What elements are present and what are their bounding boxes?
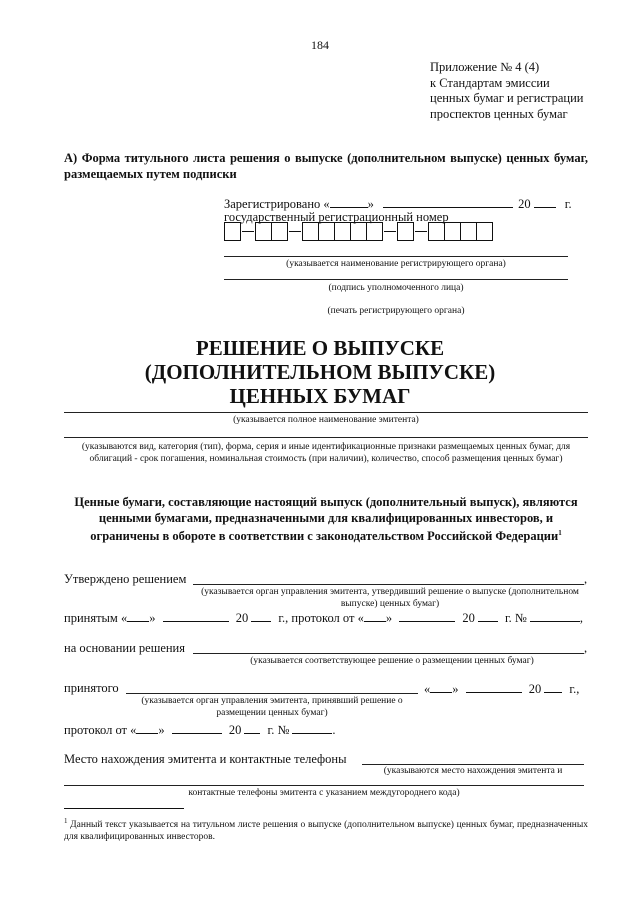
qualified-investors-paragraph (64, 495, 588, 545)
basis-caption: (указывается соответствующее решение о размещении ценных бумаг) (250, 656, 534, 666)
protocol-no-blank (530, 610, 580, 622)
reg-box (444, 222, 461, 241)
footnote (64, 815, 588, 843)
basis-comma: , (584, 641, 588, 655)
location-caption-2: контактные телефоны эмитента с указанием междугороднего кода) (188, 788, 460, 798)
adopted2-line (126, 693, 418, 694)
approved-caption: (указывается орган управления эмитента, утвердивший решение о выпуске (дополнительном выпуске) ценных бумаг) (201, 587, 579, 609)
reg-box (476, 222, 493, 241)
adopted-label: принятым « (64, 611, 128, 625)
protocol2-no-blank (292, 722, 332, 734)
approved-comma: , (584, 572, 588, 586)
basis-line (193, 653, 584, 654)
protocol2-year-prefix: 20 (228, 723, 242, 737)
adopted-month-blank (163, 610, 229, 622)
protocol-year-prefix: 20 (462, 611, 475, 625)
adopted-protocol: г., протокол от « (278, 611, 364, 625)
protocol-year-blank (478, 610, 498, 622)
adopted2-date (424, 681, 579, 697)
protocol-day-blank (364, 610, 386, 622)
reg-month-blank (383, 196, 513, 208)
protocol2-no-label: г. № (267, 723, 290, 737)
reg-box (350, 222, 367, 241)
adopted2-label: принятого (64, 681, 119, 695)
securities-line (64, 437, 588, 438)
approved-label: Утверждено решением (64, 572, 187, 586)
title-line-3: ЦЕННЫХ БУМАГ (229, 384, 411, 408)
adopted-comma: , (579, 611, 583, 625)
adopted2-quote-close: » (452, 682, 459, 696)
appendix-line-2: к Стандартам эмиссии (430, 75, 550, 90)
signature-caption: (подпись уполномоченного лица) (328, 283, 464, 293)
adopted-line (64, 610, 583, 626)
reg-box (428, 222, 445, 241)
adopted2-day-blank (430, 681, 452, 693)
protocol-quote-close: » (385, 611, 393, 625)
protocol-month-blank (399, 610, 455, 622)
reg-body-caption: (указывается наименование регистрирующего органа) (286, 259, 506, 269)
protocol2-year-blank (244, 722, 260, 734)
protocol2-day-blank (136, 722, 158, 734)
document-title (120, 336, 520, 408)
reg-year-suffix: г. (564, 197, 572, 211)
reg-dash (415, 231, 427, 232)
title-line-2: (ДОПОЛНИТЕЛЬНОМ ВЫПУСКЕ) (144, 360, 496, 384)
protocol2-month-blank (172, 722, 222, 734)
adopted2-year-end: г., (569, 682, 580, 696)
qualified-text: Ценные бумаги, составляющие настоящий выпуск (дополнительный выпуск), являются ценными бумагами, предназначенными для квалифицированных инвесторов, и ограничены в обороте в соответствии с законодательством Российской Федерации (74, 495, 578, 544)
registered-label: Зарегистрировано « (224, 197, 330, 211)
adopted2-year-prefix: 20 (528, 682, 542, 696)
reg-body-line (224, 256, 568, 257)
adopted-year-blank (251, 610, 271, 622)
adopted-day-blank (127, 610, 149, 622)
adopted2-year-blank (544, 681, 562, 693)
reg-day-blank (330, 196, 368, 208)
reg-box (366, 222, 383, 241)
adopted2-quote-open: « (424, 682, 431, 696)
issuer-name-caption: (указывается полное наименование эмитента) (233, 415, 419, 425)
appendix-line-1: Приложение № 4 (4) (430, 60, 540, 74)
location-line-1 (362, 764, 584, 765)
page-number: 184 (311, 38, 329, 52)
footnote-text: Данный текст указывается на титульном листе решения о выпуске (дополнительном выпуске) ценных бумаг, предназначенных для квалифицированных инвесторов. (64, 820, 589, 843)
signature-line (224, 279, 568, 280)
protocol-label: протокол от « (64, 723, 137, 737)
reg-dash (289, 231, 301, 232)
reg-box (334, 222, 351, 241)
securities-caption: (указываются вид, категория (тип), форма, серия и иные идентификационные признаки размещаемых ценных бумаг, для облигаций - срок погашения, номинальная стоимость (при наличии), количество, способ размещения ценных бумаг) (81, 442, 571, 464)
appendix-line-4: проспектов ценных бумаг (430, 106, 568, 121)
reg-box (302, 222, 319, 241)
adopted2-month-blank (466, 681, 522, 693)
title-line-1: РЕШЕНИЕ О ВЫПУСКЕ (195, 336, 445, 360)
reg-box (255, 222, 272, 241)
reg-number-label: государственный регистрационный номер (224, 210, 449, 224)
adopted-year-prefix: 20 (235, 611, 249, 625)
reg-quote-close: » (367, 197, 374, 211)
footnote-number: 1 (64, 817, 68, 825)
location-label: Место нахождения эмитента и контактные телефоны (64, 752, 347, 766)
appendix-line-3: ценных бумаг и регистрации (430, 91, 584, 105)
issuer-name-line (64, 412, 588, 413)
adopted-quote-close: » (149, 611, 156, 625)
reg-year-blank (534, 196, 556, 208)
reg-box (318, 222, 335, 241)
location-line-2 (64, 785, 584, 786)
basis-label: на основании решения (64, 641, 185, 655)
reg-dash (242, 231, 254, 232)
adopted2-caption: (указывается орган управления эмитента, принявший решение о размещении ценных бумаг) (141, 696, 403, 718)
protocol2-quote-close: » (158, 723, 165, 737)
protocol-no-label: г. № (504, 611, 527, 625)
protocol-line (64, 722, 336, 738)
reg-box (271, 222, 288, 241)
reg-box (397, 222, 414, 241)
approved-line (193, 584, 584, 585)
reg-dash (384, 231, 396, 232)
section-heading: А) Форма титульного листа решения о выпуске (дополнительном выпуске) ценных бумаг, размещаемых путем подписки (64, 151, 588, 181)
seal-caption: (печать регистрирующего органа) (327, 306, 465, 316)
footnote-separator (64, 808, 184, 809)
reg-year-prefix: 20 (518, 197, 531, 211)
appendix-reference (430, 60, 620, 122)
reg-box (224, 222, 241, 241)
reg-number-boxes (224, 222, 492, 241)
footnote-ref: 1 (558, 529, 562, 537)
protocol2-end: . (332, 723, 336, 737)
location-caption-1: (указываются место нахождения эмитента и (383, 766, 563, 776)
reg-box (460, 222, 477, 241)
